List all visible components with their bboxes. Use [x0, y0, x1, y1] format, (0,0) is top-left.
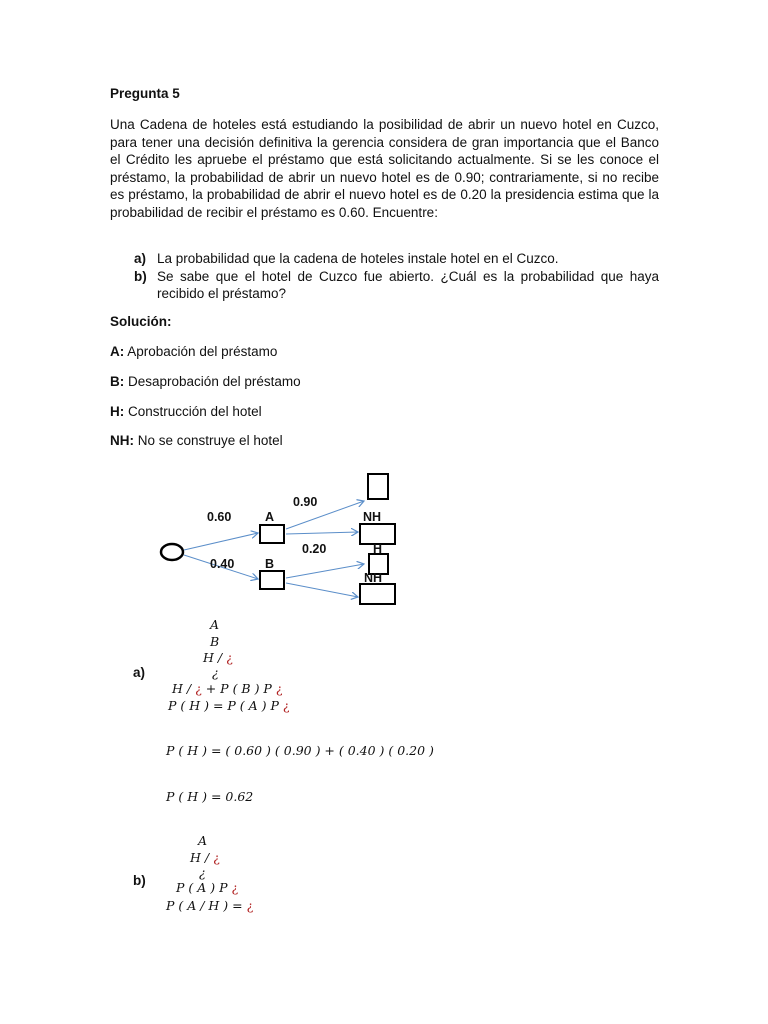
solution-heading: Solución:: [110, 314, 172, 329]
garbled-line: H / ¿: [190, 850, 220, 865]
equation-result: P ( H ) = 0.62: [166, 789, 254, 804]
garbled-line: ¿: [199, 865, 206, 880]
question-label: b): [134, 268, 147, 284]
branch-b-nh: [286, 583, 358, 597]
garbled-line: B: [210, 634, 220, 649]
branch-a-nh: [286, 532, 358, 534]
prob-b-label: 0.40: [210, 557, 235, 571]
definition-nh: [110, 433, 283, 448]
inverted-question-glyph: ¿: [275, 681, 283, 696]
question-a: [134, 250, 659, 268]
definition-text: Desaprobación del préstamo: [128, 374, 301, 389]
question-b: [134, 268, 659, 303]
definition-text: Aprobación del préstamo: [127, 344, 278, 359]
definition-h: [110, 404, 262, 419]
inverted-question-glyph: ¿: [226, 650, 233, 665]
node-a-label: A: [265, 510, 275, 524]
inverted-question-glyph: ¿: [282, 698, 290, 713]
prob-a-label: 0.60: [207, 510, 232, 524]
inverted-question-glyph: ¿: [231, 880, 239, 895]
question-text: La probabilidad que la cadena de hoteles instale hotel en el Cuzco.: [157, 251, 559, 266]
node-b-box: [260, 571, 284, 589]
garbled-line: P ( A / H ) = ¿: [166, 898, 254, 913]
garbled-line: P ( H ) = P ( A ) P ¿: [168, 698, 290, 713]
definition-text: No se construye el hotel: [137, 433, 283, 448]
branch-b-h: [286, 564, 364, 578]
question-text: Se sabe que el hotel de Cuzco fue abierto. ¿Cuál es la probabilidad que haya recibido el préstamo?: [157, 268, 659, 302]
definition-text: Construcción del hotel: [128, 404, 262, 419]
garbled-line: A: [198, 833, 208, 848]
garbled-line: H / ¿ + P ( B ) P ¿: [172, 681, 283, 696]
question-label: a): [134, 251, 147, 266]
garbled-line: P ( A ) P ¿: [176, 880, 239, 895]
definition-key: NH:: [110, 433, 134, 448]
leaf-h-bottom-label: H: [373, 542, 383, 556]
garbled-line: ¿: [212, 665, 219, 680]
garbled-line: [203, 650, 233, 665]
leaf-nh-top-box: [360, 524, 395, 544]
garbled-line-text: H / ¿: [203, 650, 233, 665]
garbled-line: A: [210, 617, 220, 632]
question-list: [134, 250, 659, 303]
leaf-nh-bottom-label: NH: [364, 571, 383, 585]
question-title: Pregunta 5: [110, 86, 180, 101]
prob-h-given-b-label: 0.20: [302, 542, 327, 556]
node-b-label: B: [265, 557, 275, 571]
definition-key: A:: [110, 344, 125, 359]
definition-b: [110, 374, 301, 389]
inverted-question-glyph: ¿: [213, 850, 220, 865]
problem-statement: Una Cadena de hoteles está estudiando la posibilidad de abrir un nuevo hotel en Cuzco, para tener una decisión definitiva la gerencia considera de gran importancia que el Banco el Crédito les apruebe el préstamo que está solicitando actualmente. Si se les conoce el préstamo, la probabilidad de abrir un nuevo hotel es de 0.90; contrariamente, si no recibe es préstamo, la probabilidad de abrir el nuevo hotel es de 0.20 la presidencia estima que la probabilidad de recibir el préstamo es 0.60. Encuentre:: [110, 117, 659, 220]
leaf-nh-bottom-box: [360, 584, 395, 604]
part-a-label: a): [133, 665, 146, 680]
root-node: [161, 544, 183, 560]
branch-root-a: [184, 533, 258, 550]
inverted-question-glyph: ¿: [246, 898, 254, 913]
probability-tree: [150, 465, 420, 615]
inverted-question-glyph: ¿: [195, 681, 202, 696]
leaf-nh-top-label: NH: [363, 510, 382, 524]
prob-h-given-a-label: 0.90: [293, 495, 318, 509]
leaf-h-top-box: [368, 474, 388, 499]
part-b-label: b): [133, 873, 146, 888]
definition-key: H:: [110, 404, 125, 419]
equation-total-probability: P ( H ) = ( 0.60 ) ( 0.90 ) + ( 0.40 ) ( 0.20 ): [166, 743, 434, 758]
definition-a: [110, 344, 277, 359]
definition-key: B:: [110, 374, 125, 389]
node-a-box: [260, 525, 284, 543]
